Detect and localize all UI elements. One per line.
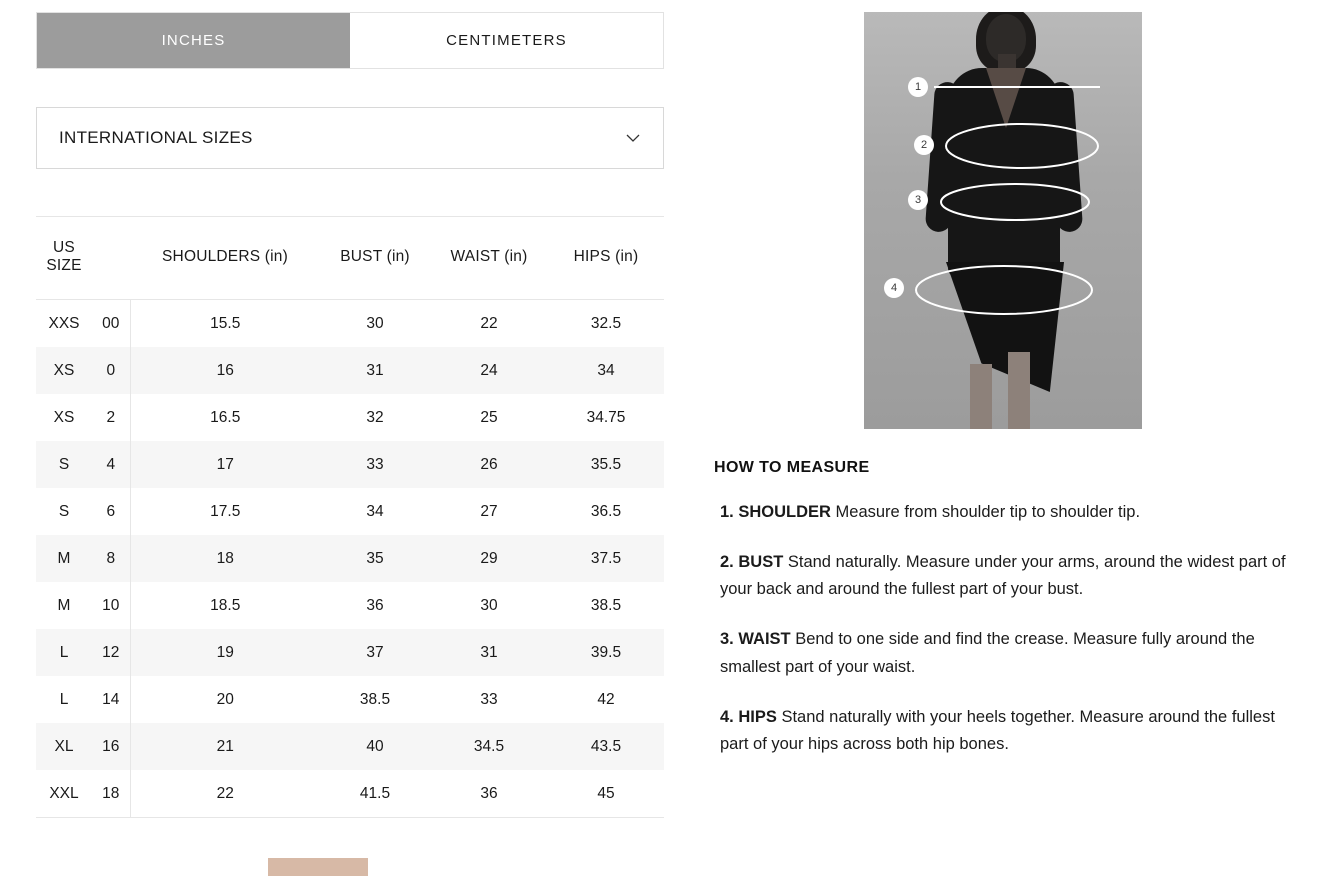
callout-3-ellipse xyxy=(936,180,1094,224)
cell-bust: 41.5 xyxy=(320,770,430,818)
how-to-item-waist-term: WAIST xyxy=(738,630,791,649)
cell-bust: 32 xyxy=(366,408,384,426)
cell-size: XXS xyxy=(48,314,80,332)
cell-size: XS xyxy=(53,408,75,426)
cell-num: 10 xyxy=(92,582,130,629)
how-to-item-hips-term: HIPS xyxy=(738,707,777,726)
cell-shoulders: 18.5 xyxy=(210,596,241,614)
size-system-value: INTERNATIONAL SIZES xyxy=(59,128,253,147)
cell-waist: 29 xyxy=(430,535,548,582)
col-header-us-size: US SIZE xyxy=(36,217,92,300)
cell-num: 12 xyxy=(92,629,130,676)
how-to-item-waist-text: Bend to one side and find the crease. Measure fully around the smallest part of your waist. xyxy=(720,630,1255,676)
cell-shoulders: 19 xyxy=(130,629,320,676)
size-table xyxy=(36,216,664,818)
cell-bust: 34 xyxy=(366,502,384,520)
cell-bust: 35 xyxy=(320,535,430,582)
cell-waist: 31 xyxy=(430,629,548,676)
cell-bust: 33 xyxy=(320,441,430,488)
cell-hips: 35.5 xyxy=(548,441,664,488)
cell-num: 00 xyxy=(92,300,130,348)
callout-1-shoulder: 1 xyxy=(908,77,928,97)
size-table-head xyxy=(36,217,664,300)
size-table-body xyxy=(36,300,664,818)
table-header-row xyxy=(36,217,664,300)
how-to-item-hips-num: 4. xyxy=(720,707,734,726)
callout-3-waist: 3 xyxy=(908,190,928,210)
measure-guide-panel xyxy=(714,12,1294,759)
callout-1-line xyxy=(934,86,1100,88)
callout-4-hips: 4 xyxy=(884,278,904,298)
cell-num: 8 xyxy=(92,535,130,582)
cell-num: 0 xyxy=(92,347,130,394)
cell-shoulders: 21 xyxy=(130,723,320,770)
callout-2-bust: 2 xyxy=(914,135,934,155)
cell-size: L xyxy=(36,629,92,676)
how-to-item-waist-num: 3. xyxy=(720,630,734,649)
cell-hips: 34.75 xyxy=(586,408,626,426)
cell-size: M xyxy=(36,535,92,582)
table-row xyxy=(36,347,664,394)
measurement-diagram-image xyxy=(864,12,1142,429)
cell-bust: 31 xyxy=(320,347,430,394)
how-to-item-bust-num: 2. xyxy=(720,552,734,571)
cell-waist: 22 xyxy=(480,314,498,332)
cell-waist: 27 xyxy=(480,502,498,520)
cell-shoulders: 20 xyxy=(216,690,234,708)
cell-hips: 34 xyxy=(548,347,664,394)
cell-hips: 37.5 xyxy=(548,535,664,582)
cell-num: 18 xyxy=(92,770,130,818)
how-to-item-hips xyxy=(714,704,1294,759)
col-header-bust: BUST (in) xyxy=(320,217,430,300)
cell-shoulders: 16 xyxy=(130,347,320,394)
cell-waist: 34.5 xyxy=(430,723,548,770)
cell-size: XXL xyxy=(36,770,92,818)
cell-bust: 40 xyxy=(320,723,430,770)
col-header-waist: WAIST (in) xyxy=(430,217,548,300)
cell-bust: 36 xyxy=(366,596,384,614)
table-row xyxy=(36,394,664,441)
next-image-peek xyxy=(268,858,368,876)
cell-hips: 42 xyxy=(597,690,615,708)
cell-num: 16 xyxy=(92,723,130,770)
tab-inches-label: INCHES xyxy=(161,32,226,49)
cell-hips: 45 xyxy=(548,770,664,818)
table-row xyxy=(36,676,664,723)
table-row xyxy=(36,488,664,535)
table-row xyxy=(36,300,664,348)
cell-shoulders: 18 xyxy=(130,535,320,582)
cell-hips: 36.5 xyxy=(590,502,622,520)
cell-num: 2 xyxy=(92,394,130,441)
unit-tab-group xyxy=(36,12,664,69)
how-to-item-bust-text: Stand naturally. Measure under your arms, around the widest part of your back and around the fullest part of your bust. xyxy=(720,552,1286,599)
cell-size: XL xyxy=(36,723,92,770)
cell-waist: 33 xyxy=(480,690,498,708)
cell-waist: 30 xyxy=(480,596,498,614)
cell-size: XS xyxy=(36,347,92,394)
cell-hips: 38.5 xyxy=(590,596,622,614)
cell-size: S xyxy=(36,441,92,488)
cell-num: 6 xyxy=(92,488,130,535)
cell-size: L xyxy=(59,690,69,708)
cell-shoulders: 22 xyxy=(130,770,320,818)
tab-centimeters-label: CENTIMETERS xyxy=(446,32,567,49)
how-to-item-bust-term: BUST xyxy=(738,552,784,571)
cell-shoulders: 15.5 xyxy=(210,314,241,332)
cell-num: 14 xyxy=(92,676,130,723)
col-header-shoulders: SHOULDERS (in) xyxy=(130,217,320,300)
how-to-item-waist xyxy=(714,626,1294,681)
callout-2-ellipse xyxy=(942,120,1102,172)
cell-bust: 38.5 xyxy=(359,690,391,708)
cell-bust: 30 xyxy=(366,314,384,332)
cell-shoulders: 17.5 xyxy=(210,502,241,520)
how-to-item-shoulder-num: 1. xyxy=(720,503,734,521)
chevron-down-icon xyxy=(625,130,641,146)
cell-shoulders: 17 xyxy=(130,441,320,488)
col-header-numeric xyxy=(92,217,130,300)
cell-size: M xyxy=(57,596,71,614)
cell-num: 4 xyxy=(92,441,130,488)
size-system-select[interactable] xyxy=(36,107,664,169)
cell-waist: 24 xyxy=(430,347,548,394)
table-row xyxy=(36,629,664,676)
how-to-item-bust xyxy=(714,549,1294,604)
cell-hips: 43.5 xyxy=(548,723,664,770)
cell-size: S xyxy=(58,502,70,520)
diagram-callouts xyxy=(864,12,1142,429)
table-row xyxy=(36,441,664,488)
table-row xyxy=(36,582,664,629)
table-row xyxy=(36,770,664,818)
col-header-hips: HIPS (in) xyxy=(548,217,664,300)
how-to-item-shoulder-text: Measure from shoulder tip to shoulder tip. xyxy=(830,503,1141,521)
cell-bust: 37 xyxy=(320,629,430,676)
cell-waist: 25 xyxy=(480,408,498,426)
cell-hips: 32.5 xyxy=(590,314,622,332)
cell-shoulders: 16.5 xyxy=(210,408,241,426)
size-chart-panel xyxy=(36,12,664,818)
table-row xyxy=(36,723,664,770)
cell-waist: 26 xyxy=(430,441,548,488)
cell-hips: 39.5 xyxy=(548,629,664,676)
how-to-item-shoulder xyxy=(714,499,1294,527)
how-to-item-shoulder-term: SHOULDER xyxy=(738,503,831,521)
how-to-measure-title: HOW TO MEASURE xyxy=(714,459,870,476)
tab-centimeters[interactable] xyxy=(350,13,663,68)
cell-waist: 36 xyxy=(430,770,548,818)
tab-inches[interactable] xyxy=(37,13,350,68)
table-row xyxy=(36,535,664,582)
how-to-item-hips-text: Stand naturally with your heels together. Measure around the fullest part of your hips across both hip bones. xyxy=(720,707,1275,754)
callout-4-ellipse xyxy=(912,262,1096,318)
